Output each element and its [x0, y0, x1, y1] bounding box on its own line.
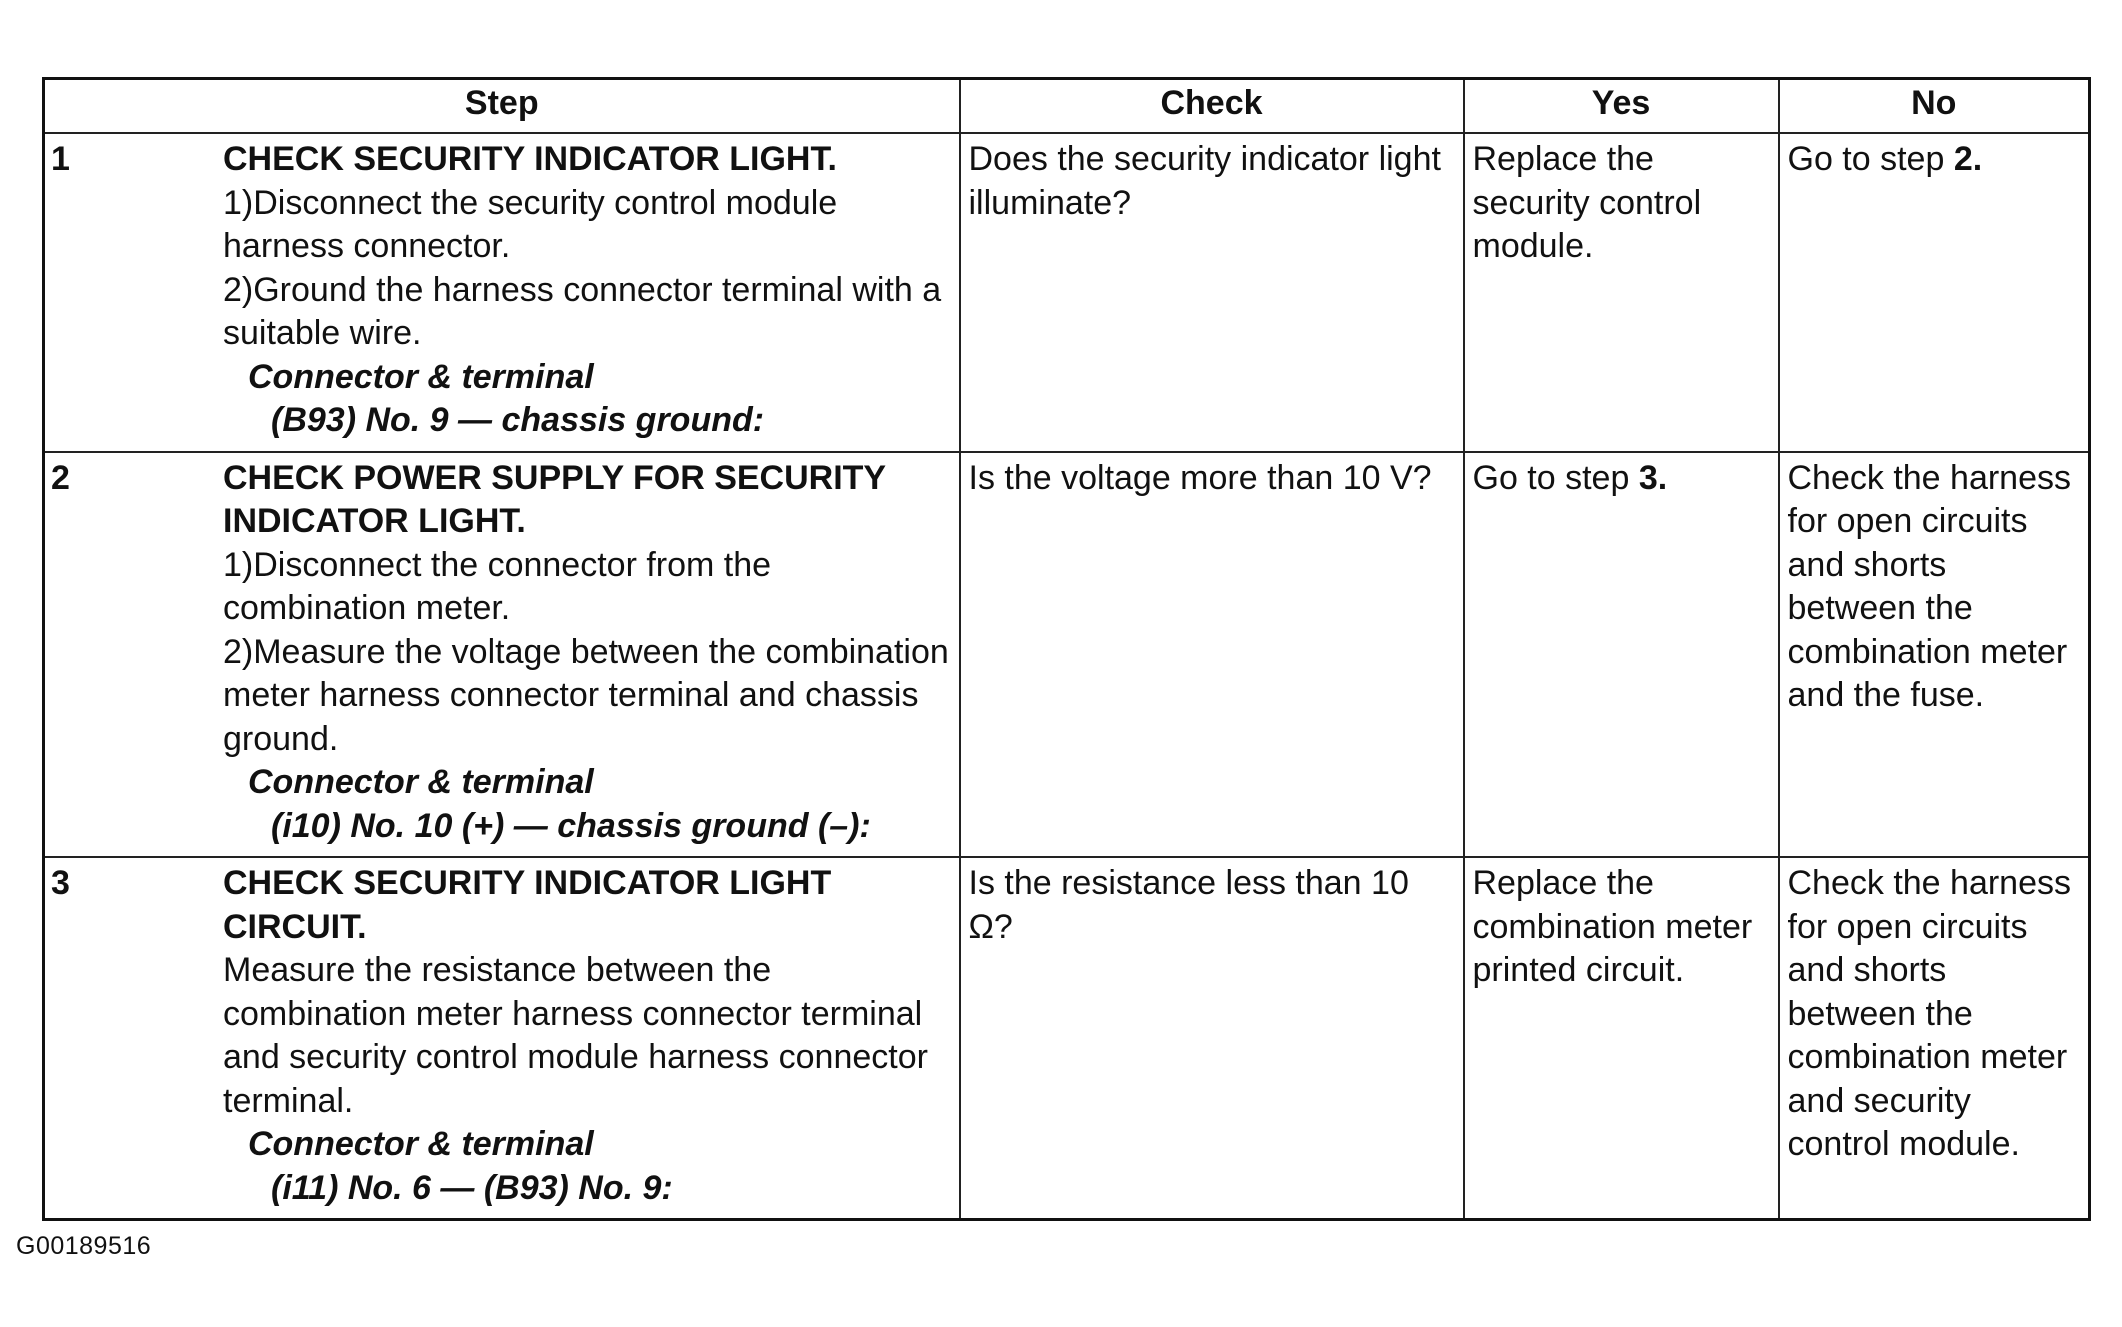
diagnostic-table [42, 77, 2091, 1221]
yes-cell: Replace the combination meter printed circuit. [1464, 857, 1779, 1220]
step-instruction: 1)Disconnect the connector from the combination meter. [223, 545, 772, 627]
step-title: CHECK SECURITY INDICATOR LIGHT. [223, 140, 837, 178]
header-no: No [1779, 79, 2090, 134]
connector-label: Connector & terminal [248, 357, 594, 396]
step-cell [44, 857, 960, 1220]
connector-value: (i11) No. 6 — (B93) No. 9: [271, 1168, 673, 1207]
check-cell: Does the security indicator light illuminate? [960, 133, 1464, 452]
no-text: Go to step [1787, 140, 1954, 178]
step-title: CHECK POWER SUPPLY FOR SECURITY INDICATOR LIGHT. [223, 458, 886, 540]
header-check: Check [960, 79, 1464, 134]
no-cell: Check the harness for open circuits and shorts between the combination meter and security control module. [1779, 857, 2090, 1220]
step-cell [44, 452, 960, 858]
no-cell [1779, 133, 2090, 452]
yes-text: Go to step [1472, 458, 1639, 497]
header-step: Step [44, 79, 960, 134]
figure-id: G00189516 [16, 1232, 152, 1260]
connector-value: (i10) No. 10 (+) — chassis ground (–): [271, 806, 871, 845]
step-number: 3 [51, 864, 70, 902]
check-cell: Is the voltage more than 10 V? [960, 452, 1464, 858]
yes-cell [1464, 452, 1779, 858]
yes-text-end: . [1657, 458, 1668, 497]
yes-cell: Replace the security control module. [1464, 133, 1779, 452]
yes-step-ref: 3 [1638, 458, 1658, 497]
no-cell: Check the harness for open circuits and shorts between the combination meter and the fuse. [1779, 452, 2090, 858]
step-number: 1 [51, 140, 70, 178]
table-row [44, 857, 2090, 1220]
table-row [44, 452, 2090, 858]
step-number: 2 [51, 458, 70, 497]
header-yes: Yes [1464, 79, 1779, 134]
connector-value: (B93) No. 9 — chassis ground: [271, 401, 765, 439]
table-header-row [44, 79, 2090, 134]
connector-label: Connector & terminal [248, 1125, 594, 1163]
no-text-end: . [1972, 140, 1983, 178]
no-step-ref: 2 [1953, 140, 1973, 178]
step-cell [44, 133, 960, 452]
step-instruction: Measure the resistance between the combination meter harness connector terminal and security control module harness connector terminal. [223, 951, 928, 1120]
step-instruction: 2)Measure the voltage between the combination meter harness connector terminal and chassis ground. [223, 632, 949, 758]
table-row [44, 133, 2090, 452]
step-instruction: 2)Ground the harness connector terminal with a suitable wire. [223, 270, 942, 352]
step-instruction: 1)Disconnect the security control module harness connector. [223, 183, 838, 265]
check-cell: Is the resistance less than 10 Ω? [960, 857, 1464, 1220]
connector-label: Connector & terminal [248, 763, 594, 801]
step-title: CHECK SECURITY INDICATOR LIGHT CIRCUIT. [223, 864, 832, 946]
